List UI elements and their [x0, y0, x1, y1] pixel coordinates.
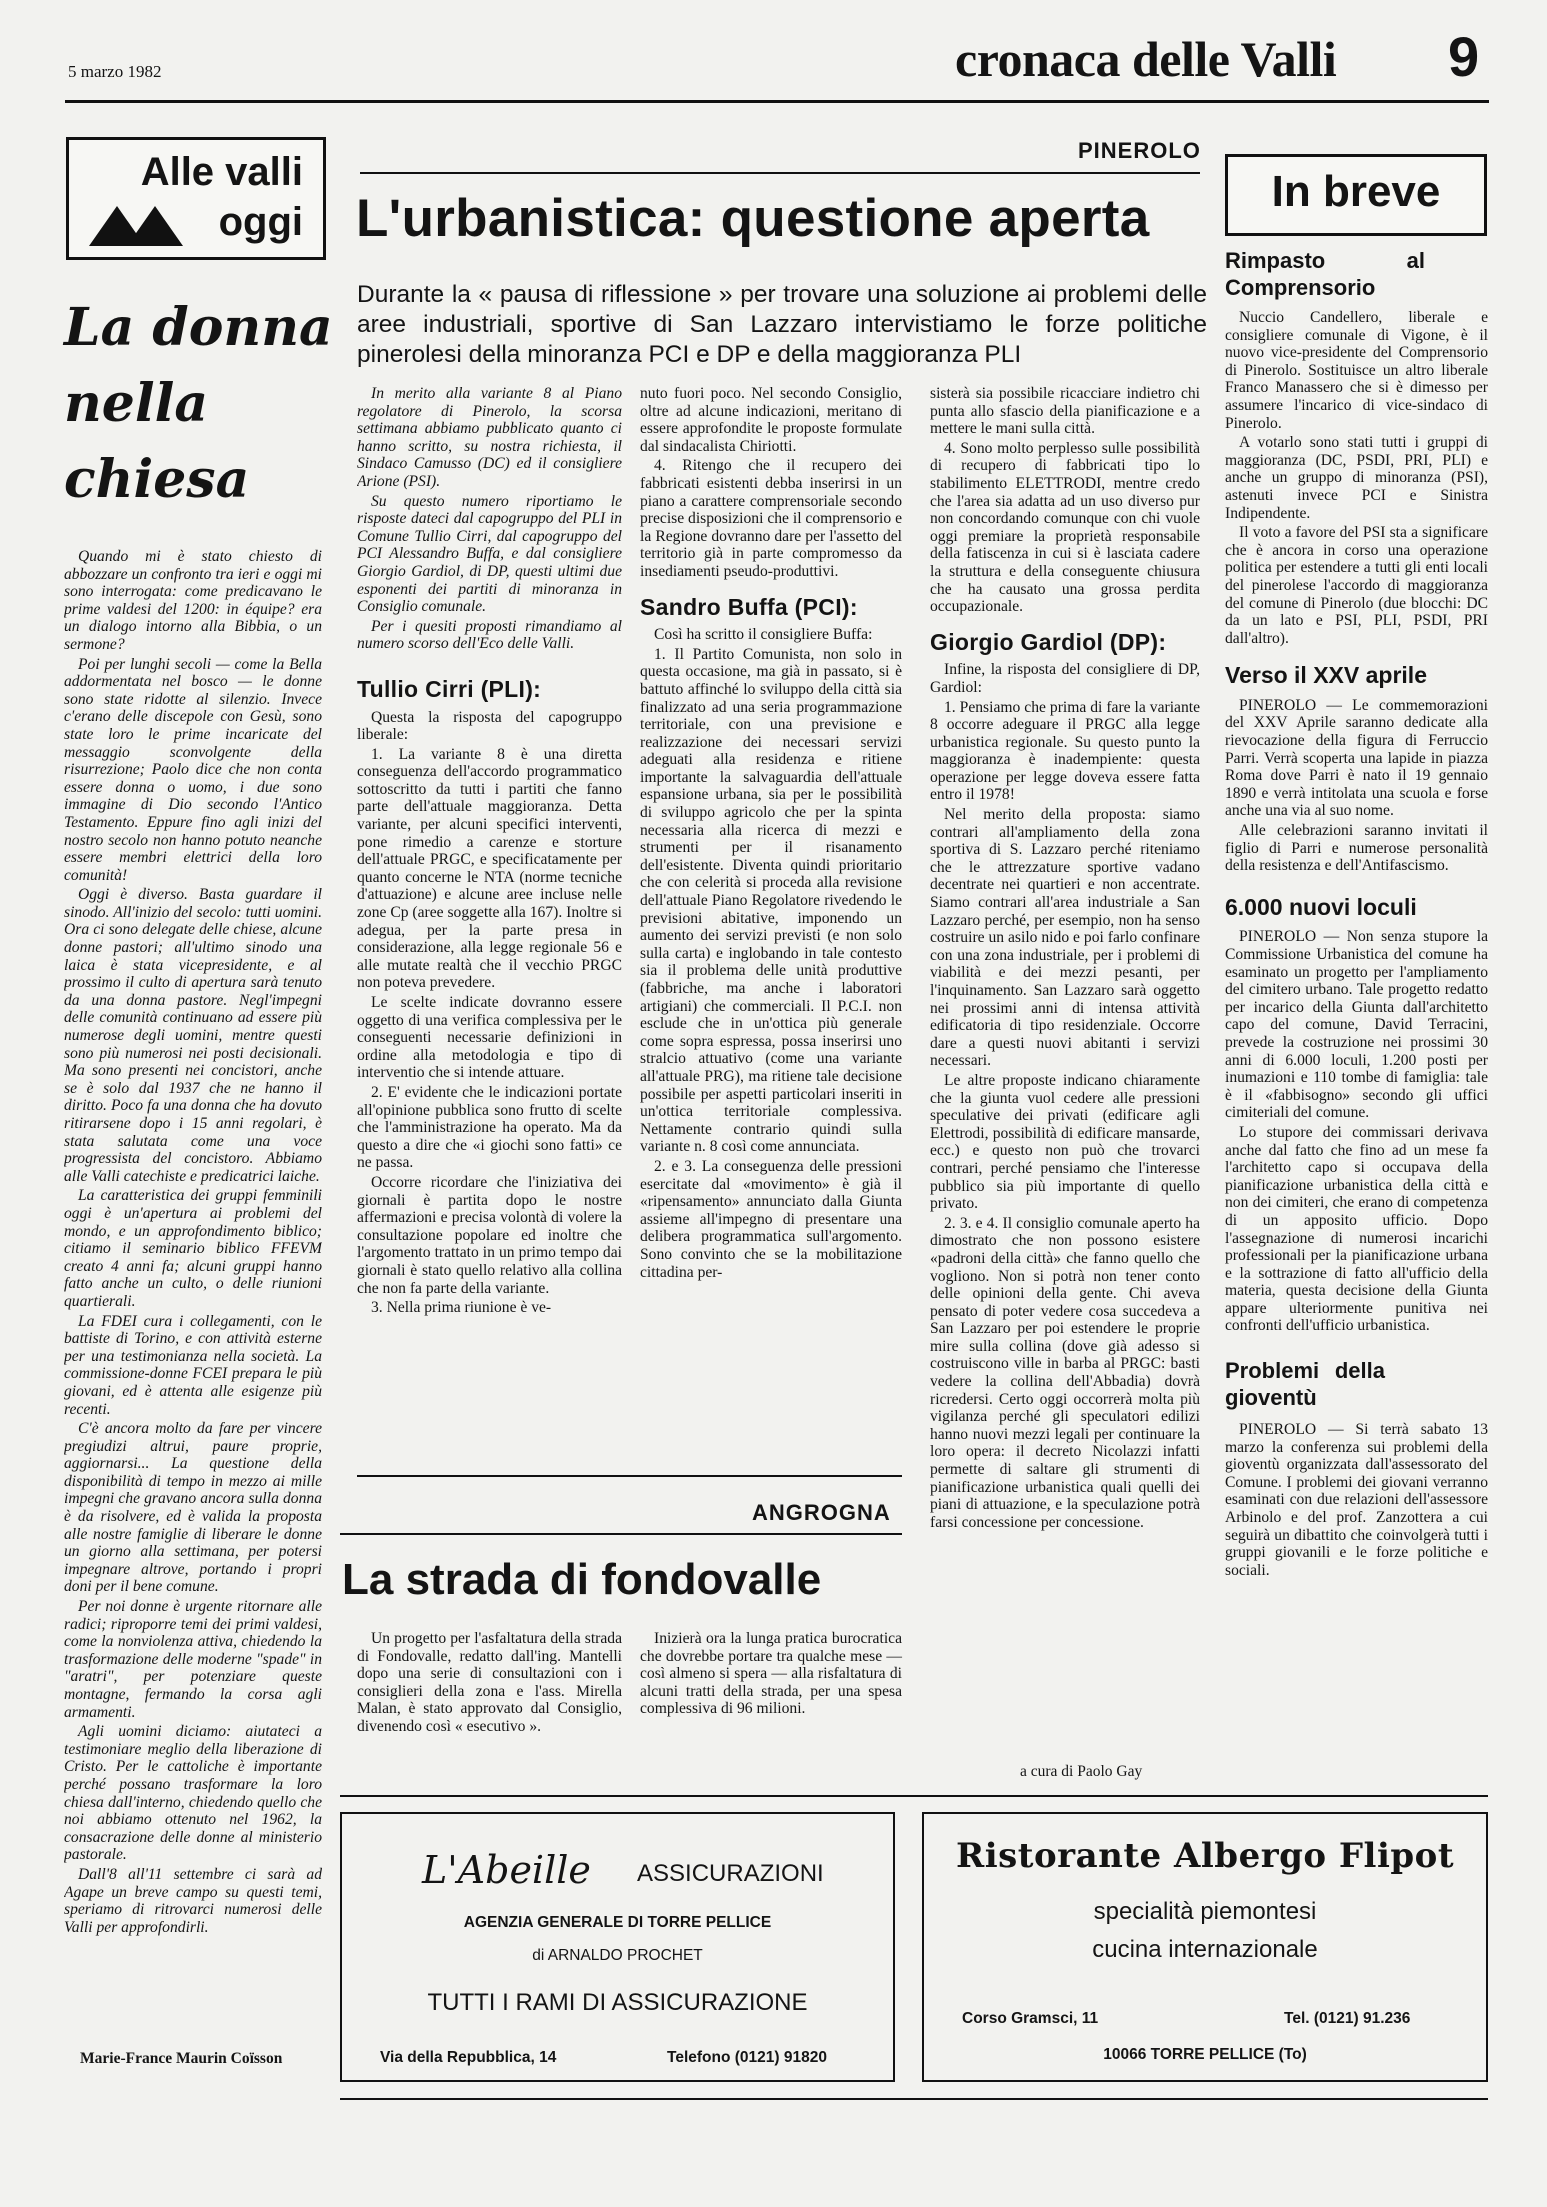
mountains-icon: [89, 202, 189, 246]
flipot-address: Corso Gramsci, 11: [962, 2010, 1099, 2027]
left-article-body: [64, 548, 322, 2048]
left-article-author: Marie-France Maurin Coïsson: [80, 2050, 283, 2067]
masthead-rule: [65, 100, 1489, 103]
paragraph: Le scelte indicate dovranno essere oggetto di una verifica complessiva per le conseguenti necessarie definizioni in ordine alla metodologia e tipo di interventio che si intende attuare.: [357, 994, 622, 1082]
flipot-name: Ristorante Albergo Flipot: [955, 1836, 1455, 1876]
brief-heading: Rimpasto al Comprensorio: [1225, 248, 1425, 300]
abeille-phone: Telefono (0121) 91820: [667, 2049, 827, 2066]
main-col2: [640, 385, 902, 1485]
abeille-address: Via della Repubblica, 14: [380, 2049, 557, 2066]
main-kicker-rule: [360, 172, 1200, 174]
paragraph: Lo stupore dei commissari derivava anche dal fatto che fino ad un mese fa l'architetto capo si occupava della pianificazione urbanistica della città e non dei cimiteri, che erano di competenza di un apposito ufficio. Dopo l'assegnazione di numerosi incarichi professionali per la pianificazione urbana e la sottrazione di fatto all'ufficio della materia, questa decisione della Giunta appare ulteriormente punitiva nei confronti dell'ufficio urbanistica.: [1225, 1123, 1488, 1335]
left-article-title: [64, 290, 334, 518]
paragraph: Inizierà ora la lunga pratica burocratica che dovrebbe portare tra qualche mese — così almeno si spera — alla risfaltatura di alcuni tratti della strada, per una spesa complessiva di 96 milioni.: [640, 1630, 902, 1718]
main-col1: [357, 385, 622, 1485]
ads-bottom-rule: [340, 2098, 1488, 2100]
page-number: 9: [1448, 25, 1480, 88]
flipot-phone: Tel. (0121) 91.236: [1284, 2010, 1411, 2027]
abeille-agency: AGENZIA GENERALE DI TORRE PELLICE: [463, 1914, 772, 1931]
paragraph: Nuccio Candellero, liberale e consigliere comunale di Vigone, è il nuovo vice-presidente del Comprensorio di Pinerolo. Sostituisce un altro liberale Franco Manassero che si è dimesso per assumere l'incarico di vice-sindaco di Pinerolo.: [1225, 309, 1488, 432]
main-col3: [930, 385, 1200, 1785]
flipot-specialties: specialità piemontesi: [1093, 1898, 1317, 1925]
ads-top-rule: [340, 1795, 1488, 1797]
main-kicker: PINEROLO: [1078, 138, 1201, 163]
fondovalle-kicker: ANGROGNA: [752, 1500, 891, 1525]
abeille-logo: L'Abeille: [422, 1848, 591, 1892]
flipot-ad: [922, 1812, 1488, 2082]
brief-heading: Verso il XXV aprile: [1225, 662, 1427, 689]
buffa-heading: Sandro Buffa (PCI):: [640, 593, 858, 620]
paragraph: A votarlo sono stati tutti i gruppi di maggioranza (DC, PSDI, PRI, PLI) e anche un gruppo di minoranza (PSI), astenuti invece PCI e Sinistra Indipendente.: [1225, 434, 1488, 522]
brief-item: [1225, 662, 1488, 875]
brief-item: [1225, 247, 1488, 647]
paragraph: nuto fuori poco. Nel secondo Consiglio, oltre ad alcune indicazioni, meritano di essere approfondite le proposte formulate dal sindacalista Chiriotti.: [640, 385, 902, 455]
paragraph: Un progetto per l'asfaltatura della strada di Fondovalle, redatto dall'ing. Mantelli dopo una serie di consultazioni con i consiglieri della zona e l'ass. Mirella Malan, è stato approvato dal Consiglio, divenendo così « esecutivo ».: [357, 1630, 622, 1735]
paragraph: Alle celebrazioni saranno invitati il figlio di Parri e numerose personalità della resistenza e dell'Antifascismo.: [1225, 822, 1488, 875]
title-line1: La donna: [64, 297, 333, 358]
fondovalle-kicker-rule: [340, 1533, 902, 1535]
in-breve-box: [1225, 154, 1487, 236]
paragraph: Così ha scritto il consigliere Buffa:: [654, 626, 873, 644]
fondovalle-col1: [357, 1630, 622, 1738]
paragraph: 1. Il Partito Comunista, non solo in questa occasione, ma già in passato, si è battuto affinché lo sviluppo della città sia finalizzato ad una seria programmazione territoriale, con una previsione e realizzazione dei necessari servizi adeguati alla residenza e ritiene importante la salvaguardia dell'attuale espansione urbana, sia per le possibilità di sviluppo agricolo che per la spinta necessaria alla ricerca di mezzi e strumenti per il risanamento dell'esistente. Diventa quindi prioritario che con celerità si proceda alla revisione dell'attuale Piano Regolatore rivedendo le previsioni abitative, imponendo un aumento dei servizi previsti (e non solo sulla carta) e inglobando in tale contesto sia il problema delle unità produttive (fabbriche, ma anche i laboratori artigiani) che commerciali. Il P.C.I. non esclude che in un'ottica più generale come sopra espressa, possa inserirsi uno stralcio attuativo (come una variante all'attuale PRG), ma ritiene tale decisione possibile per aspetti particolari inseriti in un'ottica territoriale complessiva. Nettamente contrario quindi sulla variante n. 8 così come annunciata.: [640, 645, 902, 1156]
fondovalle-top-rule: [357, 1475, 902, 1477]
intro-paragraph: Su questo numero riportiamo le risposte dateci dal capogruppo del PLI in Comune Tullio Cirri, dal capogruppo del PCI Alessandro Buffa, e dal consigliere Giorgio Gardiol, di DP, questi ultimi due esponenti dei partiti di minoranza in Consiglio comunale.: [357, 492, 622, 616]
title-line2: nella: [64, 373, 209, 434]
abeille-assicurazioni: ASSICURAZIONI: [637, 1860, 824, 1887]
paragraph: 1. La variante 8 è una diretta conseguenza dell'accordo programmatico sottoscritto da tutti i partiti che fanno parte dell'attuale maggioranza. Detta variante, per alcuni specifici interventi, pone rimedio a carenze e storture dell'attuale PRGC, e specificatamente per quanto concerne le NTA (norme tecniche d'attuazione) e alcune aree incluse nelle zone Cp (aree soggette alla 167). Inoltre si adegua, per la parte presa in considerazione, alla legge regionale 56 e alle mutate realtà che il vecchio PRGC non poteva prevedere.: [357, 745, 622, 992]
flipot-city: 10066 TORRE PELLICE (To): [1103, 2046, 1307, 2063]
paragraph: Il voto a favore del PSI sta a significare che è ancora in corso una operazione politica per estendere a tutti gli enti locali del pinerolese l'accordo di maggioranza del comune di Pinerolo (due blocchi: DC da un lato e PSI, PLI, PSDI, PRI dall'altro).: [1225, 524, 1488, 647]
in-breve-column: [1225, 245, 1488, 1835]
fondovalle-headline: La strada di fondovalle: [342, 1555, 822, 1604]
main-deck: Durante la « pausa di riflessione » per trovare una soluzione ai problemi delle aree industriali, sportive di San Lazzaro intervistiamo le forze politiche pinerolesi della minoranza PCI e DP e della maggioranza PLI: [357, 281, 1207, 368]
paragraph: C'è ancora molto da fare per vincere pregiudizi altrui, paure proprie, aggiornarsi... La questione della disponibilità di tempo in mezzo ai mille impegni che gravano ancora sulla donna è da risolvere, ed è valida la proposta alle nostre famiglie di liberare le donne un giorno alla settimana, per potersi impegnare altrove, portando i propri doni per il bene comune.: [64, 1420, 322, 1596]
paragraph: 2. e 3. La conseguenza delle pressioni esercitate dal «movimento» è già il «ripensamento» annunciato dalla Giunta assieme all'impegno di presentare una delibera programmatica sull'argomento. Sono convinto che se la mobilitazione cittadina per-: [640, 1157, 902, 1281]
brief-heading: 6.000 nuovi loculi: [1225, 893, 1417, 920]
intro-paragraph: Per i quesiti proposti rimandiamo al numero scorso dell'Eco delle Valli.: [357, 617, 622, 653]
issue-date: 5 marzo 1982: [68, 62, 162, 81]
paragraph: Dall'8 all'11 settembre ci sarà ad Agape un breve campo su questi temi, speriamo di ritrovarci numerosi delle Valli per approfondirli.: [64, 1865, 322, 1936]
paragraph: PINEROLO — Le commemorazioni del XXV Aprile saranno dedicate alla rievocazione della figura di Ferruccio Parri. Verrà scoperta una lapide in piazza Roma dove Parri è nato il 19 gennaio 1890 e verrà intitolata una scuola e forse anche una via al suo nome.: [1225, 696, 1488, 820]
paragraph: Le altre proposte indicano chiaramente che la giunta vuol cedere alle pressioni speculative dei privati (edificare agli Elettrodi, possibilità di edificare mansarde, ecc.) e questo non può che trovarci contrari, perché pensiamo che l'interesse pubblico sia più importante di quello privato.: [930, 1071, 1200, 1213]
paragraph: sisterà sia possibile ricacciare indietro chi punta allo sfascio della pianificazione e a mettere le mani sulla città.: [930, 385, 1200, 438]
paragraph: PINEROLO — Si terrà sabato 13 marzo la conferenza sui problemi della gioventù organizzata dall'assessorato del Comune. I problemi dei giovani verranno esaminati con due relazioni dell'assessore Arbinolo e del prof. Zanzottera a cui seguirà un dibattito che coinvolgerà tutti i gruppi giovanili e le forze politiche e sociali.: [1225, 1421, 1488, 1579]
paragraph: PINEROLO — Non senza stupore la Commissione Urbanistica del comune ha esaminato un progetto per l'ampliamento del cimitero urbano. Tale progetto redatto per incarico della Giunta dall'architetto capo del comune, David Terracini, prevede la costruzione nei prossimi 30 anni di 6.000 loculi, 1.200 posti per inumazioni e 110 tombe di famiglia: tale è il «fabbisogno» secondo gli uffici cimiteriali del comune.: [1225, 928, 1488, 1122]
brief-heading: Problemi della gioventù: [1225, 1358, 1385, 1411]
abeille-ad: [340, 1812, 895, 2082]
paragraph: La FDEI cura i collegamenti, con le battiste di Torino, e con attività esterne per una testimonianza nella società. La commissione-donne FCEI prepara le più giovani, ed è attenta alle esigenze più recenti.: [64, 1312, 322, 1418]
paragraph: 3. Nella prima riunione è ve-: [371, 1299, 552, 1317]
in-breve-title: In breve: [1271, 167, 1441, 216]
rubric-line1: Alle valli: [140, 150, 303, 194]
abeille-branches: TUTTI I RAMI DI ASSICURAZIONE: [427, 1989, 808, 2016]
paragraph: Per noi donne è urgente ritornare alle radici; riproporre temi dei primi valdesi, come la nonviolenza attiva, chiedendo la trasformazione delle moderne "spade" in "aratri", per potenziare queste montagne, fermando la corsa agli armamenti.: [64, 1598, 322, 1721]
paragraph: Nel merito della proposta: siamo contrari all'ampliamento della zona sportiva di S. Lazzaro perché riteniamo che le attrezzature sportive vadano decentrate nei quartieri e non accentrate. Siamo contrari all'area industriale a San Lazzaro perché, per esempio, non ha senso costruire un asilo nido e poi farlo confinare con una zona industriale, per i problemi di viabilità e dei mezzi pesanti, per l'inquinamento. San Lazzaro sarà oggetto nei prossimi anni di intensa attività edificatoria di tipo residenziale. Occorre dare a questi nuovi abitanti i servizi necessari.: [930, 806, 1200, 1070]
paragraph: 2. E' evidente che le indicazioni portate all'opinione pubblica sono frutto di scelte che l'amministrazione ha operato. Ma da questo a dire che «i giochi sono fatti» ce ne passa.: [357, 1083, 622, 1172]
paragraph: Occorre ricordare che l'iniziativa dei giornali è partita dopo le nostre affermazioni e precisa volontà di volere la consultazione popolare ed inoltre che l'argomento trattato in un primo tempo dai giornali è stato quello relativo alla collina che non fa parte della variante.: [357, 1173, 622, 1297]
paper-name: cronaca delle Valli: [955, 31, 1337, 87]
fondovalle-col2: [640, 1630, 902, 1720]
paragraph: Poi per lunghi secoli — come la Bella addormentata nel bosco — le donne sono state ridotte al silenzio. Invece c'erano delle discepole con Gesù, sono state loro le prime incaricate del messaggio sconvolgente della risurrezione; Paolo dice che non conta essere donna o uomo, i due sono immagine di Dio secondo l'Antico Testamento. Eppure fino agli inizi del nostro secolo non hanno potuto neanche essere membri elettrici della loro comunità!: [64, 655, 322, 884]
paragraph: 4. Ritengo che il recupero dei fabbricati esistenti debba inserirsi in un piano a carattere comprensoriale secondo precise disposizioni che il comprensorio e la Regione dovranno dare per l'assetto del territorio già in parte compromesso da insediamenti pseudo-produttivi.: [640, 457, 902, 580]
flipot-cuisine: cucina internazionale: [1092, 1936, 1318, 1963]
rubric-box: [66, 137, 326, 260]
paragraph: La caratteristica dei gruppi femminili oggi è un'apertura ai problemi del mondo, e un approfondimento biblico; citiamo il seminario biblico FFEVM creato 4 anni fa; alcuni gruppi hanno fatto anche un culto, o delle riunioni quartierali.: [64, 1187, 322, 1310]
main-credit: a cura di Paolo Gay: [1020, 1763, 1143, 1780]
paragraph: 1. Pensiamo che prima di fare la variante 8 occorre adeguare il PRGC alla legge urbanistica regionale. Su questo punto la maggioranza è inadempiente: questa operazione per legge doveva essere fatta entro il 1978!: [930, 698, 1200, 804]
paragraph: Questa la risposta del capogruppo liberale:: [357, 708, 622, 744]
rubric-line2: oggi: [218, 200, 303, 244]
main-headline: L'urbanistica: questione aperta: [356, 189, 1150, 248]
intro-paragraph: In merito alla variante 8 al Piano regolatore di Pinerolo, la scorsa settimana abbiamo pubblicato quanto ci hanno scritto, su nostra richiesta, il Sindaco Camusso (DC) ed il consigliere Arione (PSI).: [357, 385, 622, 490]
paragraph: 2. 3. e 4. Il consiglio comunale aperto ha dimostrato che non possono esistere «padroni della città» che fanno quello che vogliono. Non si potrà non tener conto delle opinioni della gente. Chi aveva pensato di poter vedere cosa succedeva a San Lazzaro per poi estendere le proprie mire sulla collina (dove già adesso si costruiscono ville in barba al PRGC: basti vedere la collina dell'Abbadia) dovrà ricredersi. Certo oggi occorrerà molta più vigilanza perché gli speculatori edilizi hanno nuovi mezzi legali per continuare la loro opera: il decreto Nicolazzi infatti permette di saltare gli strumenti di pianificazione urbanistica quali quelli dei piani di attuazione, e la speculazione potrà farsi concessione per concessione.: [930, 1214, 1200, 1531]
paragraph: Infine, la risposta del consigliere di DP, Gardiol:: [930, 661, 1200, 696]
title-line3: chiesa: [64, 449, 250, 510]
brief-item: [1225, 893, 1488, 1335]
paragraph: Quando mi è stato chiesto di abbozzare un confronto tra ieri e oggi mi sono interrogata: come predicavano le prime valdesi del 1200: in équipe? era un dialogo intorno alla Bibbia, o un sermone?: [64, 548, 322, 653]
cirri-heading: Tullio Cirri (PLI):: [357, 675, 542, 702]
paragraph: Oggi è diverso. Basta guardare il sinodo. All'inizio del secolo: tutti uomini. Ora ci sono delegate delle chiese, alcune donne pastori; all'ultimo sinodo una laica è stata vicepresidente, e al prossimo il culto di apertura sarà tenuto da una donna pastore. Negl'impegni delle comunità continuano ad essere più numerose degli uomini, mentre questi sono più numerosi nei posti decisionali. Ma sono presenti nei concistori, anche se è solo dal 1937 che ne hanno il diritto. Poco fa una donna che ha dovuto ritirarsene dopo i 15 anni regolari, è stata salutata come una voce progressista del concistoro. Abbiamo alle Valli catechiste e predicatrici laiche.: [64, 886, 322, 1185]
gardiol-heading: Giorgio Gardiol (DP):: [930, 628, 1167, 655]
abeille-agent: di ARNALDO PROCHET: [532, 1947, 703, 1964]
masthead: [0, 0, 1547, 110]
paragraph: Agli uomini diciamo: aiutateci a testimoniare meglio della liberazione di Cristo. Per le cattoliche è importante perché possano trasformare la loro chiesa dall'interno, chiedendo quello che noi abbiamo ottenuto nel 1962, la consacrazione delle donne al ministerio pastorale.: [64, 1723, 322, 1864]
brief-item: [1225, 1357, 1488, 1579]
paragraph: 4. Sono molto perplesso sulle possibilità di recupero di fabbricati tipo lo stabilimento ELETTRODI, mentre credo che l'area sia adatta ad un uso diverso pur non concordando comunque con chi vuole oggi premiare la proprietà responsabile della fatiscenza in cui si è lasciata cadere la struttura e della conseguente chiusura che ha causato una grossa perdita occupazionale.: [930, 439, 1200, 616]
